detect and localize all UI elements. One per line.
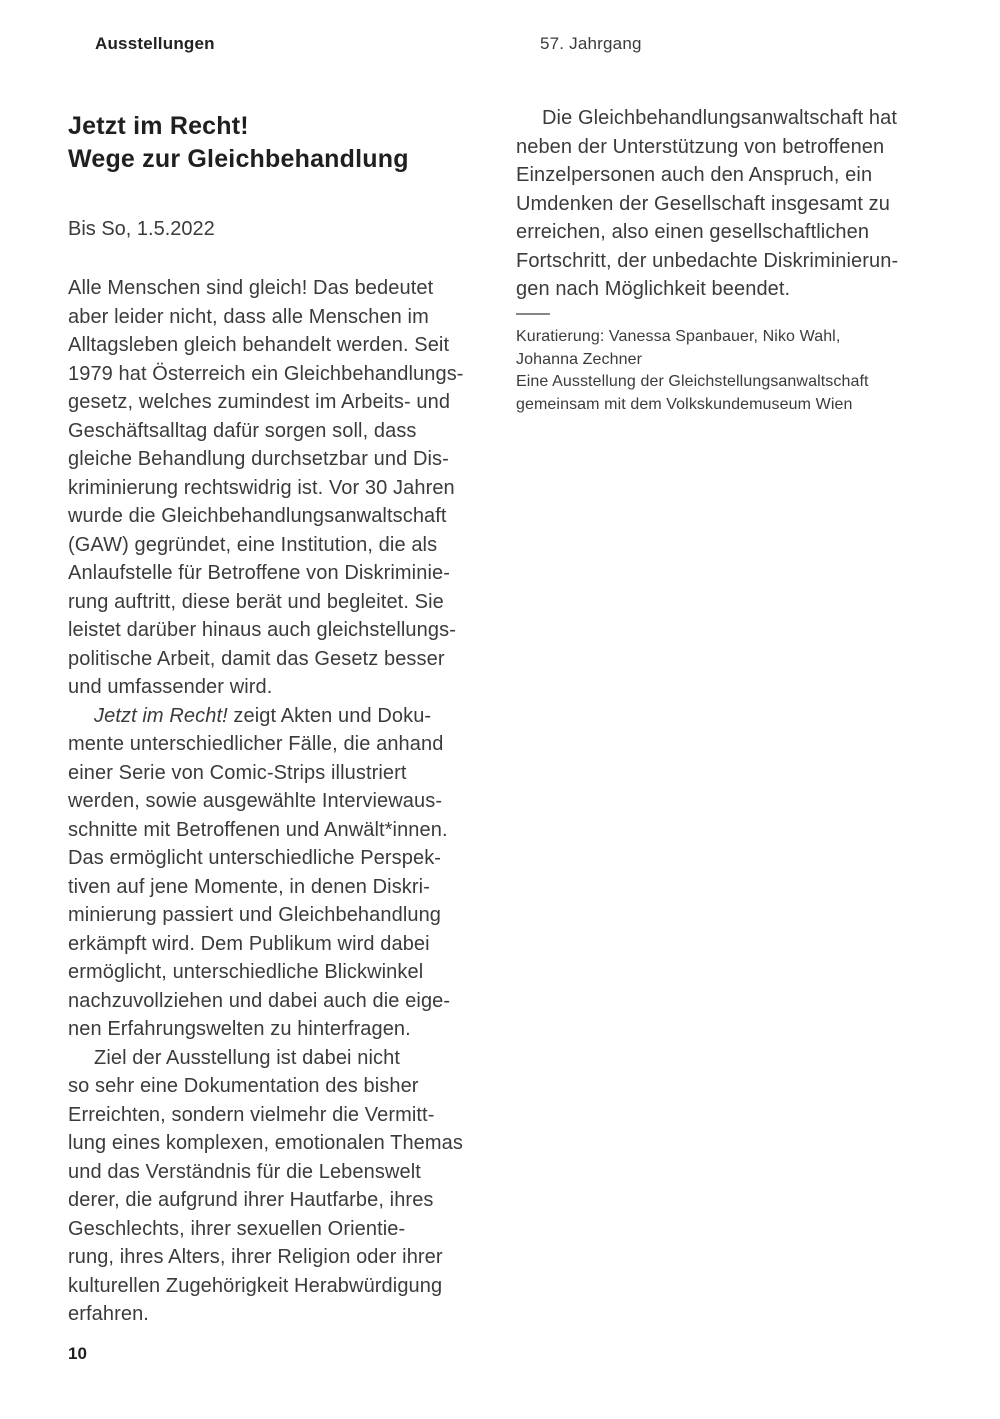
text-line: kriminierung rechtswidrig ist. Vor 30 Jahren (68, 476, 455, 499)
text-line (68, 702, 510, 731)
text-line: rung auftritt, diese berät und begleitet. Sie (68, 590, 444, 613)
article-body-left-column (68, 274, 510, 1329)
text-line: tiven auf jene Momente, in denen Diskri- (68, 875, 430, 898)
text-line: Alltagsleben gleich behandelt werden. Seit (68, 334, 450, 356)
text-line: neben der Unterstützung von betroffenen (516, 135, 885, 158)
text-line: schnitte mit Betroffenen und Anwält*innen. (68, 818, 448, 841)
text-line: Geschlechts, ihrer sexuellen Orientie- (68, 1217, 406, 1240)
text-line: Erreichten, sondern vielmehr die Vermitt- (68, 1103, 435, 1126)
text-line: 1979 hat Österreich ein Gleichbehandlungs- (68, 362, 464, 385)
text-line: werden, sowie ausgewählte Interviewaus- (68, 790, 443, 812)
italic-text-segment: Jetzt im Recht! (94, 704, 228, 727)
credit-line: Johanna Zechner (516, 350, 643, 368)
text-line: Ziel der Ausstellung ist dabei nicht (94, 1046, 400, 1069)
text-line: so sehr eine Dokumentation des bisher (68, 1075, 419, 1097)
text-line: und das Verständnis für die Lebenswelt (68, 1160, 421, 1183)
text-line: Die Gleichbehandlungsanwaltschaft hat (542, 107, 898, 129)
credits-divider-rule (516, 313, 550, 315)
text-line: nachzuvollziehen und dabei auch die eige- (68, 989, 451, 1012)
text-line: gesetz, welches zumindest im Arbeits- und (68, 391, 451, 413)
text-line: rung, ihres Alters, ihrer Religion oder ihrer (68, 1246, 443, 1268)
text-line: derer, die aufgrund ihrer Hautfarbe, ihres (68, 1189, 434, 1211)
text-line: aber leider nicht, dass alle Menschen im (68, 305, 429, 328)
text-line: Das ermöglicht unterschiedliche Perspek- (68, 847, 442, 869)
running-header-volume: 57. Jahrgang (540, 34, 642, 53)
running-header-section: Ausstellungen (95, 34, 215, 53)
text-line: kulturellen Zugehörigkeit Herabwürdigung (68, 1274, 443, 1297)
text-segment: zeigt Akten und Doku- (227, 704, 432, 727)
text-line: lung eines komplexen, emotionalen Themas (68, 1132, 463, 1154)
text-line: politische Arbeit, damit das Gesetz besser (68, 647, 445, 670)
text-line: leistet darüber hinaus auch gleichstellungs- (68, 619, 456, 641)
article-title-line-2: Wege zur Gleichbehandlung (68, 145, 409, 173)
text-line: Geschäftsalltag dafür sorgen soll, dass (68, 419, 417, 442)
text-line: erkämpft wird. Dem Publikum wird dabei (68, 932, 430, 955)
text-line: Alle Menschen sind gleich! Das bedeutet (68, 277, 434, 299)
credit-line: Kuratierung: Vanessa Spanbauer, Niko Wahl, (516, 328, 841, 345)
article-title (68, 110, 409, 176)
text-line: mente unterschiedlicher Fälle, die anhand (68, 733, 444, 755)
credit-line: Eine Ausstellung der Gleichstellungsanwaltschaft (516, 373, 869, 390)
text-line: ermöglicht, unterschiedliche Blickwinkel (68, 961, 424, 983)
credit-line: gemeinsam mit dem Volkskundemuseum Wien (516, 395, 853, 413)
text-line: Einzelpersonen auch den Anspruch, ein (516, 164, 873, 186)
page-number: 10 (68, 1344, 87, 1363)
text-line: gleiche Behandlung durchsetzbar und Dis- (68, 448, 449, 470)
text-line: einer Serie von Comic-Strips illustriert (68, 761, 407, 784)
text-line: gen nach Möglichkeit beendet. (516, 278, 791, 300)
article-title-line-1: Jetzt im Recht! (68, 112, 249, 140)
text-line: erfahren. (68, 1303, 149, 1325)
text-line: Anlaufstelle für Betroffene von Diskriminie- (68, 562, 450, 584)
text-line: Fortschritt, der unbedachte Diskriminierun- (516, 249, 899, 272)
text-line: und umfassender wird. (68, 676, 273, 698)
text-line: (GAW) gegründet, eine Institution, die als (68, 533, 438, 556)
article-date: Bis So, 1.5.2022 (68, 218, 215, 240)
credits-block (516, 326, 869, 416)
text-line: nen Erfahrungswelten zu hinterfragen. (68, 1018, 411, 1040)
article-body-right-column (516, 104, 958, 304)
text-line: erreichen, also einen gesellschaftlichen (516, 221, 870, 243)
text-line: minierung passiert und Gleichbehandlung (68, 904, 442, 926)
text-line: wurde die Gleichbehandlungsanwaltschaft (68, 505, 447, 527)
text-line: Umdenken der Gesellschaft insgesamt zu (516, 192, 890, 215)
